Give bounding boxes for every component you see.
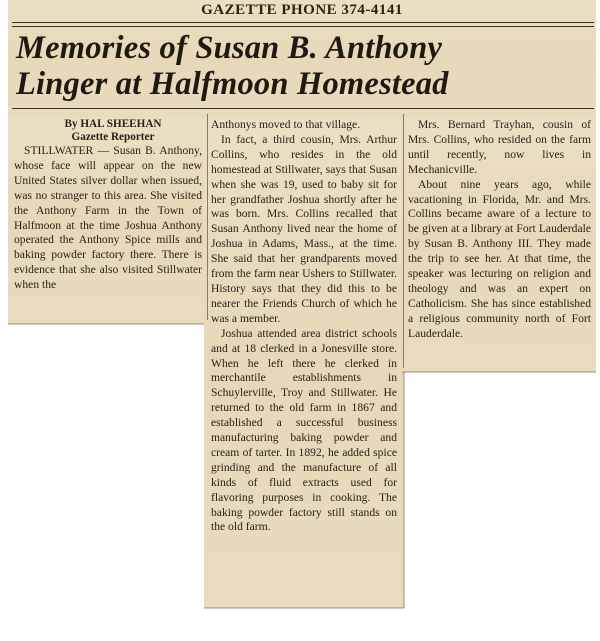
masthead-rule-bottom xyxy=(12,26,594,27)
column-2-paragraph-2: In fact, a third cousin, Mrs. Arthur Collins, who resides in the old homestead at Stillwater, says that Susan when she was 19, used to baby sit for her grandfather Joshua shortly after he was born. Mrs. Collins recalled that Susan Anthony lived near the home of Joshua in Adams, Mass., at the time. She said that her grandparents moved from the farm near Ushers to Stillwater. History says that they did this to be nearer the Friends Church of which he was a member. xyxy=(211,132,397,325)
article-column-3 xyxy=(408,118,591,342)
column-divider xyxy=(403,114,404,368)
clipping-edge-shadow xyxy=(402,371,596,373)
headline-line-1: Memories of Susan B. Anthony xyxy=(16,30,443,66)
headline-rule xyxy=(12,108,594,109)
column-2-paragraph-1: Anthonys moved to that village. xyxy=(211,118,361,131)
column-divider xyxy=(207,114,208,320)
column-2-paragraph-3: Joshua attended area district schools and at 18 clerked in a Jonesville store. When he left there he clerked in merchantile establishments in Schuylerville, Troy and Stillwater. He returned to the old farm in 1867 and established a successful business manufacturing baking powder and cream of tarter. In 1892, he added spice grinding and the manufacture of all kinds of fluid extracts used for flavoring purposes in cooking. The baking powder factory still stands on the old farm. xyxy=(211,326,397,534)
clipping-edge-shadow xyxy=(204,607,404,609)
column-3-paragraph-1: Mrs. Bernard Trayhan, cousin of Mrs. Collins, who resided on the farm until recently, now lives in Mechanicville. xyxy=(408,118,591,176)
clipping-edge-shadow xyxy=(8,323,204,325)
masthead-rule-top xyxy=(12,22,594,23)
clipping-edge-shadow xyxy=(403,372,405,608)
byline-title: Gazette Reporter xyxy=(71,131,155,143)
article-column-1 xyxy=(14,118,202,293)
byline-name: By HAL SHEEHAN xyxy=(64,118,162,130)
article-column-2 xyxy=(211,118,397,535)
article-headline xyxy=(16,30,591,102)
headline-line-2: Linger at Halfmoon Homestead xyxy=(16,66,449,102)
column-3-paragraph-2: About nine years ago, while vacationing in Florida, Mr. and Mrs. Collins became aware of a lecture to be given at a library at Fort Lauderdale by Susan B. Anthony III. They made the trip to see her. At that time, the speaker was lecturing on religion and theology and was an expert on Catholicism. She has since established a religious community north of Fort Lauderdale. xyxy=(408,177,591,340)
column-1-paragraph: STILLWATER — Susan B. Anthony, whose face will appear on the new United States silver dollar when issued, was no stranger to this area. She visited the Anthony Farm in the Town of Halfmoon at the time Joshua Anthony operated the Anthony Spice mills and baking powder factory there. There is evidence that she also visited Stillwater when the xyxy=(14,144,202,292)
masthead-phone-line: GAZETTE PHONE 374-4141 xyxy=(201,2,403,18)
